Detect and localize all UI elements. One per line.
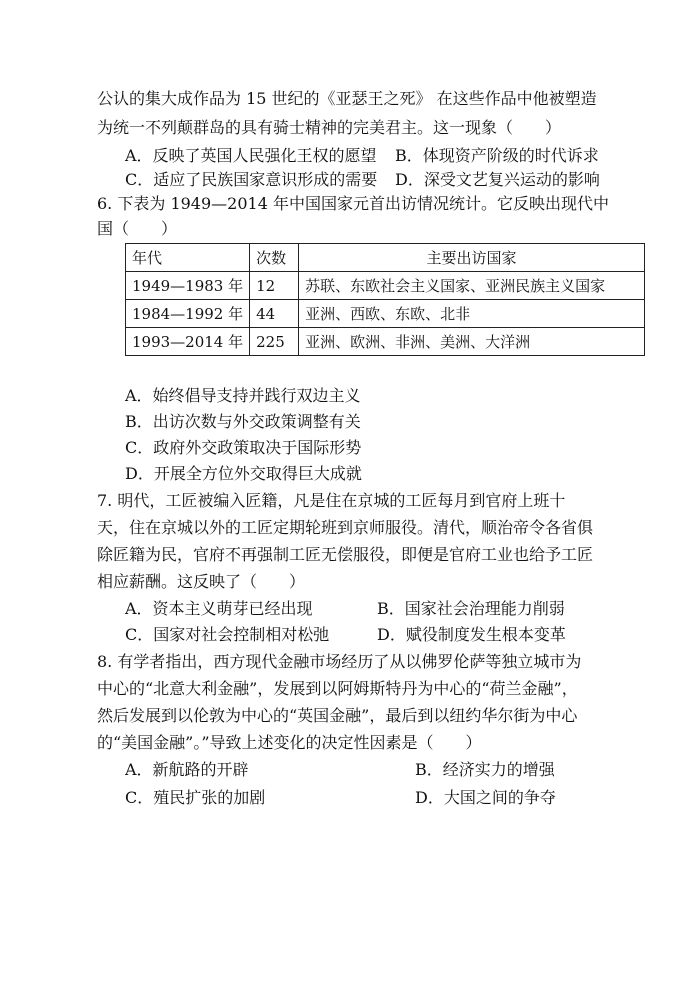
- q5-option-c[interactable]: C．适应了民族国家意识形成的需要: [125, 170, 378, 189]
- q8-option-d[interactable]: D．大国之间的争夺: [415, 788, 556, 807]
- table-header-era: 年代: [126, 244, 250, 272]
- q5-text-line-1: 公认的集大成作品为 15 世纪的《亚瑟王之死》 在这些作品中他被塑造: [97, 89, 597, 108]
- q8-stem-line-1: 8. 有学者指出，西方现代金融市场经历了从以佛罗伦萨等独立城市为: [97, 652, 582, 671]
- q8-stem-line-3: 然后发展到以伦敦为中心的“英国金融”，最后到以纽约华尔街为中心: [97, 706, 578, 725]
- table-row: [126, 328, 645, 356]
- table-cell-era: 1949—1983 年: [126, 272, 250, 300]
- q6-option-b[interactable]: B．出访次数与外交政策调整有关: [125, 412, 361, 431]
- q5-text-line-2: 为统一不列颠群岛的具有骑士精神的完美君主。这一现象（ ）: [97, 118, 562, 137]
- table-cell-era: 1984—1992 年: [126, 300, 250, 328]
- table-header-count: 次数: [250, 244, 299, 272]
- table-header-countries: 主要出访国家: [299, 244, 645, 272]
- table-cell-countries: 亚洲、西欧、东欧、北非: [299, 300, 645, 328]
- q6-option-d[interactable]: D．开展全方位外交取得巨大成就: [125, 464, 362, 483]
- table-cell-era: 1993—2014 年: [126, 328, 250, 356]
- q8-option-a[interactable]: A．新航路的开辟: [125, 760, 249, 779]
- q7-option-a[interactable]: A．资本主义萌芽已经出现: [125, 599, 313, 618]
- table-row: [126, 272, 645, 300]
- q8-stem-line-2: 中心的“北意大利金融”，发展到以阿姆斯特丹为中心的“荷兰金融”，: [97, 679, 578, 698]
- table-cell-countries: 苏联、东欧社会主义国家、亚洲民族主义国家: [299, 272, 645, 300]
- table-cell-count: 225: [250, 328, 299, 356]
- table-header-row: [126, 244, 645, 272]
- q8-option-b[interactable]: B．经济实力的增强: [415, 760, 555, 779]
- q6-option-a[interactable]: A．始终倡导支持并践行双边主义: [125, 386, 361, 405]
- q5-option-b[interactable]: B．体现资产阶级的时代诉求: [395, 146, 599, 165]
- q8-option-c[interactable]: C．殖民扩张的加剧: [125, 788, 266, 807]
- q8-stem-line-4: 的“美国金融”。”导致上述变化的决定性因素是（ ）: [97, 733, 482, 752]
- q7-stem-line-3: 除匠籍为民，官府不再强制工匠无偿服役，即便是官府工业也给予工匠: [97, 545, 594, 564]
- q6-stem-line-1: 6. 下表为 1949—2014 年中国国家元首出访情况统计。它反映出现代中: [97, 194, 609, 213]
- q7-option-b[interactable]: B．国家社会治理能力削弱: [377, 599, 565, 618]
- q7-stem-line-2: 天，住在京城以外的工匠定期轮班到京师服役。清代，顺治帝令各省俱: [97, 518, 594, 537]
- table-cell-count: 44: [250, 300, 299, 328]
- table-cell-count: 12: [250, 272, 299, 300]
- table-row: [126, 300, 645, 328]
- q7-option-d[interactable]: D．赋役制度发生根本变革: [377, 625, 566, 644]
- q7-option-c[interactable]: C．国家对社会控制相对松弛: [125, 625, 330, 644]
- q5-option-d[interactable]: D．深受文艺复兴运动的影响: [395, 170, 600, 189]
- q6-option-c[interactable]: C．政府外交政策取决于国际形势: [125, 438, 362, 457]
- visit-statistics-table: [125, 243, 645, 356]
- table-cell-countries: 亚洲、欧洲、非洲、美洲、大洋洲: [299, 328, 645, 356]
- q7-stem-line-4: 相应薪酬。这反映了（ ）: [97, 572, 306, 591]
- q5-option-a[interactable]: A．反映了英国人民强化王权的愿望: [125, 146, 377, 165]
- q7-stem-line-1: 7. 明代，工匠被编入匠籍，凡是住在京城的工匠每月到官府上班十: [97, 491, 566, 510]
- q6-stem-line-2: 国（ ）: [97, 219, 178, 238]
